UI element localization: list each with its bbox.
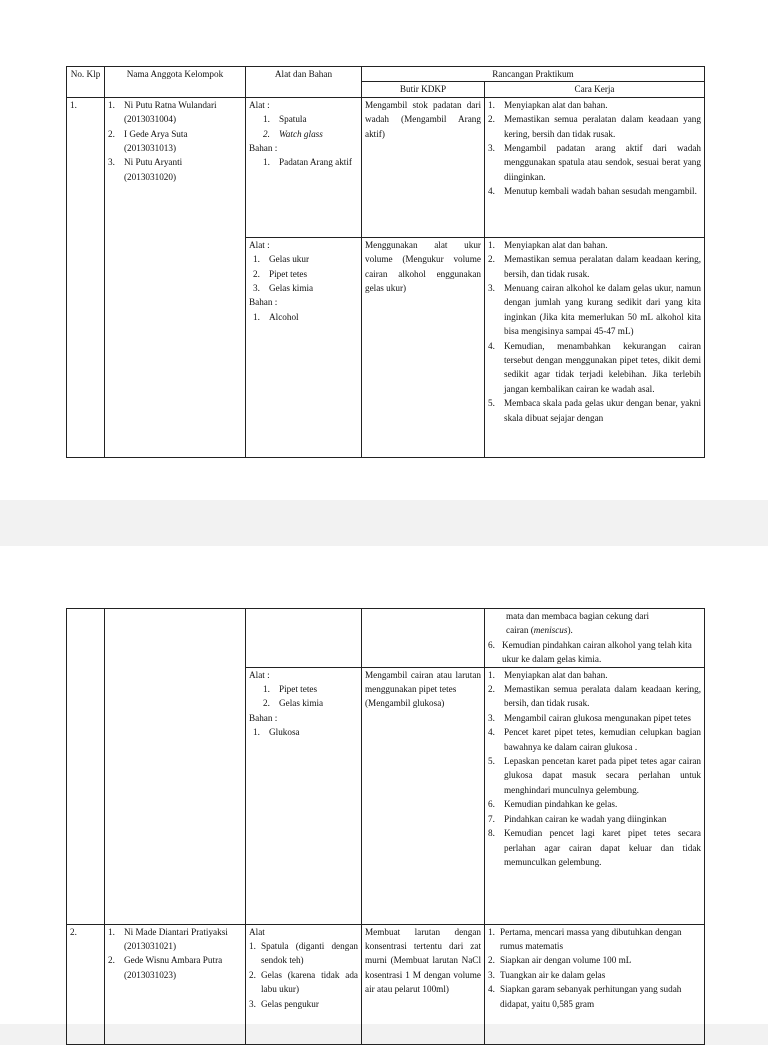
list-item: 4. Kemudian, menambahkan kekurangan cairan tersebut dengan menggunakan pipet tetes, dikit demi sedikit agar tidak terjadi kelebihan. Jika terlebih jangan kembalikan cairan ke wadah asal. <box>488 340 701 394</box>
practicum-table-page-1 <box>66 66 705 458</box>
header-alat-bahan: Alat dan Bahan <box>246 67 362 98</box>
list-item: 2. Watch glass <box>263 128 323 139</box>
alat-bahan-cell: Alat : 1. Spatula 2. Watch glass Bahan : 1. Padatan Arang aktif <box>246 97 362 237</box>
list-item: 5. Lepaskan pencetan karet pada pipet tetes agar cairan glukosa dapat masuk secara perlahan untuk menghindari munculnya gelembung. <box>488 756 701 795</box>
header-nama-anggota: Nama Anggota Kelompok <box>105 67 246 98</box>
list-item: 1. Menyiapkan alat dan bahan. <box>488 99 608 110</box>
list-item: 2. Memastikan semua peralata dalam keadaan kering, bersih, dan tidak rusak. <box>488 684 701 709</box>
list-item: 2. Memastikan semua peralatan dalam keadaan kering, bersih, dan tidak rusak. <box>488 254 701 279</box>
alat-bahan-cell: Alat : 1. Gelas ukur 2. Pipet tetes 3. Gelas kimia Bahan : 1. Alcohol <box>246 237 362 457</box>
list-item: 1. Pertama, mencari massa yang dibutuhkan dengan rumus matematis <box>488 926 682 952</box>
list-item: 3. Ni Putu Aryanti (2013031020) <box>108 157 183 182</box>
list-item: 2. Siapkan air dengan volume 100 mL <box>488 955 632 966</box>
list-item: 4. Menutup kembali wadah bahan sesudah mengambil. <box>488 186 697 197</box>
list-item: 3. Mengambil cairan glukosa mengunakan pipet tetes <box>488 712 692 723</box>
list-item: 2. I Gede Arya Suta (2013031013) <box>108 128 188 154</box>
list-item: 4. Siapkan garam sebanyak perhitungan yang sudah didapat, yaitu 0,585 gram <box>488 984 682 1009</box>
list-item: 3. Gelas kimia <box>253 283 314 294</box>
list-item: 1. Padatan Arang aktif <box>263 157 352 168</box>
group-number: 2. <box>67 924 105 1044</box>
table-row <box>67 924 705 1044</box>
document-page-1 <box>0 0 768 500</box>
list-item: 1. Menyiapkan alat dan bahan. <box>488 239 608 250</box>
list-item: 1. Alcohol <box>253 311 299 322</box>
butir-kdkp-cell: Menggunakan alat ukur volume (Mengukur volume cairan alkohol enggunakan gelas ukur) <box>362 237 485 457</box>
table-row <box>67 609 705 668</box>
list-item: 6. Kemudian pindahkan cairan alkohol yang telah kita ukur ke dalam gelas kimia. <box>488 639 692 665</box>
list-item: 2. Gelas (karena tidak ada labu ukur) <box>249 969 358 995</box>
cara-kerja-cell <box>485 237 705 457</box>
group-number: 1. <box>67 97 105 457</box>
member-list <box>105 924 246 1044</box>
butir-kdkp-cell: Mengambil stok padatan dari wadah (Mengambil Arang aktif) <box>362 97 485 237</box>
list-item: 2. Memastikan semua peralatan dalam keadaan yang kering, bersih dan tidak rusak. <box>488 114 701 139</box>
butir-kdkp-cell-empty <box>362 609 485 668</box>
member-list <box>105 97 246 457</box>
butir-kdkp-cell: Membuat larutan dengan konsentrasi tertentu dari zat murni (Membuat larutan NaCl kosentrasi 1 M dengan volume air atau pelarut 100ml) <box>362 924 485 1044</box>
member-list-empty <box>105 609 246 925</box>
alat-bahan-cell: Alat 1. Spatula (diganti dengan sendok teh) 2. Gelas (karena tidak ada labu ukur) 3. Gelas pengukur <box>246 924 362 1044</box>
list-item: 3. Gelas pengukur <box>249 998 319 1009</box>
cara-kerja-cell <box>485 924 705 1044</box>
cara-kerja-cell <box>485 667 705 924</box>
group-number-empty <box>67 609 105 925</box>
header-no-klp: No. Klp <box>67 67 105 98</box>
list-item: 3. Mengambil padatan arang aktif dari wadah menggunakan spatula atau sendok, sesuai berat yang diinginkan. <box>488 143 701 182</box>
list-item: 1. Menyiapkan alat dan bahan. <box>488 669 608 680</box>
list-item: 1. Pipet tetes <box>263 684 318 695</box>
alat-bahan-cell: Alat : 1. Pipet tetes 2. Gelas kimia Bahan : 1. Glukosa <box>246 667 362 924</box>
list-item: 2. Pipet tetes <box>253 268 308 279</box>
list-item: 6. Kemudian pindahkan ke gelas. <box>488 799 618 810</box>
list-item: 2. Gede Wisnu Ambara Putra (2013031023) <box>108 955 223 980</box>
header-cara-kerja: Cara Kerja <box>485 82 705 97</box>
list-item: 2. Gelas kimia <box>263 698 324 709</box>
list-item: 8. Kemudian pencet lagi karet pipet tetes secara perlahan agar cairan dapat keluar dan tidak memunculkan gelembung. <box>488 828 701 867</box>
cara-kerja-cell <box>485 97 705 237</box>
table-row <box>67 97 705 237</box>
list-item: 7. Pindahkan cairan ke wadah yang diinginkan <box>488 813 667 824</box>
list-item: 1. Spatula (diganti dengan sendok teh) <box>249 941 358 966</box>
alat-bahan-cell-empty <box>246 609 362 668</box>
list-item: 1. Glukosa <box>253 727 300 738</box>
list-item: 4. Pencet karet pipet tetes, kemudian celupkan bagian bawahnya ke dalam cairan glukosa . <box>488 727 701 752</box>
header-rancangan: Rancangan Praktikum <box>362 67 705 82</box>
cara-kerja-continuation: mata dan membaca bagian cekung dari cairan (meniscus). 6. Kemudian pindahkan cairan alkohol yang telah kita ukur ke dalam gelas kimia. <box>485 609 705 668</box>
list-item: 1. Spatula <box>263 114 307 125</box>
list-item: 5. Membaca skala pada gelas ukur dengan benar, yakni skala dibuat sejajar dengan <box>488 398 701 423</box>
list-item: 1. Gelas ukur <box>253 254 310 265</box>
list-item: 3. Tuangkan air ke dalam gelas <box>488 969 606 980</box>
list-item: 1. Ni Putu Ratna Wulandari (2013031004) <box>108 99 217 125</box>
practicum-table-page-2 <box>66 608 705 1045</box>
header-butir-kdkp: Butir KDKP <box>362 82 485 97</box>
document-page-2 <box>0 546 768 1024</box>
butir-kdkp-cell: Mengambil cairan atau larutan menggunakan pipet tetes (Mengambil glukosa) <box>362 667 485 924</box>
list-item: 3. Menuang cairan alkohol ke dalam gelas ukur, namun dengan jumlah yang kurang sedikit dari yang kita inginkan (Jika kita memerlukan 50 mL alkohol kita bisa mengisinya sampai 45-47 mL) <box>488 283 701 337</box>
list-item: 1. Ni Made Diantari Pratiyaksi (2013031021) <box>108 926 228 952</box>
